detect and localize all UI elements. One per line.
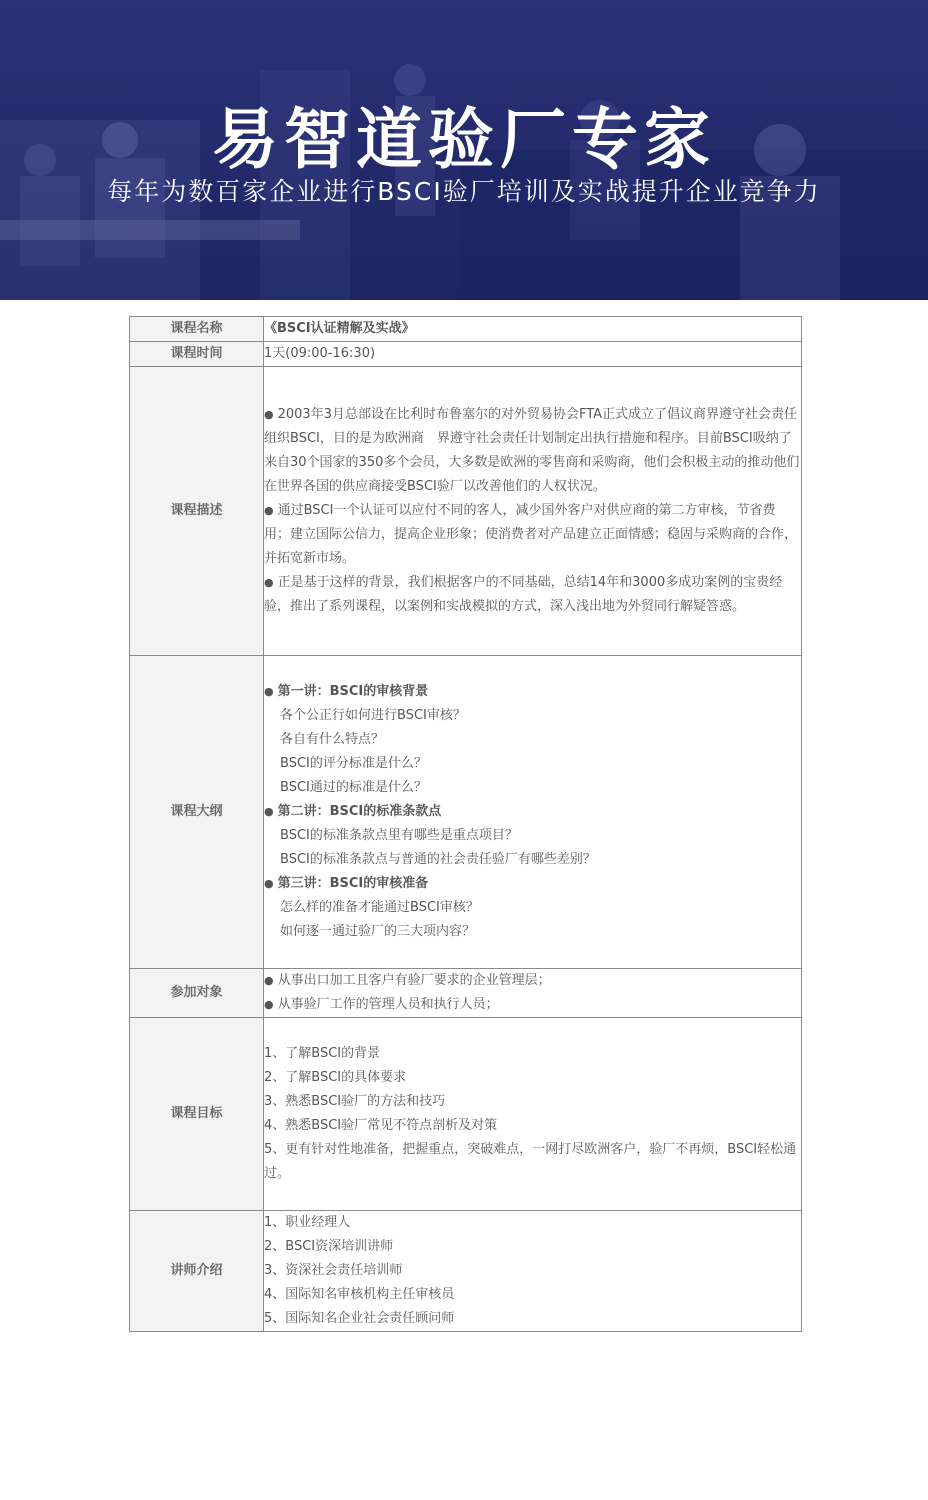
- banner-title: 易智道验厂专家: [212, 101, 716, 178]
- outline-item: BSCI通过的标准是什么？: [280, 780, 427, 795]
- audience-item: ● 从事验厂工作的管理人员和执行人员；: [264, 997, 499, 1012]
- desc-paragraph: ● 正是基于这样的背景，我们根据客户的不同基础，总结14年和3000多成功案例的宝贵经验，推出了系列课程，以案例和实战模拟的方式，深入浅出地为外贸同行解疑答惑。: [264, 575, 783, 614]
- lecturer-item: 4、国际知名审核机构主任审核员: [264, 1287, 455, 1302]
- goal-item: 3、熟悉BSCI验厂的方法和技巧: [264, 1094, 446, 1109]
- lecturer-item: 1、职业经理人: [264, 1215, 351, 1230]
- course-name-value: 《BSCI认证精解及实战》: [264, 317, 802, 342]
- outline-heading: ● 第一讲：BSCI的审核背景: [264, 684, 429, 699]
- banner-subtitle: 每年为数百家企业进行BSCI验厂培训及实战提升企业竞争力: [107, 177, 821, 206]
- bullet-icon: ●: [264, 805, 274, 818]
- course-lecturer-label: 讲师介绍: [130, 1211, 264, 1332]
- bullet-icon: ●: [264, 576, 274, 589]
- bullet-icon: ●: [264, 998, 274, 1011]
- table-row: [130, 1018, 802, 1211]
- table-row: [130, 656, 802, 969]
- course-outline-value: [264, 656, 802, 969]
- course-time-label: 课程时间: [130, 342, 264, 367]
- audience-item: ● 从事出口加工且客户有验厂要求的企业管理层；: [264, 973, 551, 988]
- course-desc-value: [264, 367, 813, 656]
- bullet-icon: ●: [264, 408, 274, 421]
- table-row: [130, 342, 802, 367]
- outline-item: 如何逐一通过验厂的三大项内容？: [280, 924, 476, 939]
- outline-heading: ● 第二讲：BSCI的标准条款点: [264, 804, 442, 819]
- course-name-label: 课程名称: [130, 317, 264, 342]
- course-table: [129, 316, 813, 1332]
- course-desc-label: 课程描述: [130, 367, 264, 656]
- lecturer-item: 5、国际知名企业社会责任顾问师: [264, 1311, 455, 1326]
- course-outline-label: 课程大纲: [130, 656, 264, 969]
- outline-item: 怎么样的准备才能通过BSCI审核？: [280, 900, 479, 915]
- hero-banner: [0, 0, 928, 300]
- course-time-value: 1天(09:00-16:30): [264, 342, 802, 367]
- outline-heading: ● 第三讲：BSCI的审核准备: [264, 876, 429, 891]
- course-audience-label: 参加对象: [130, 969, 264, 1018]
- bullet-icon: ●: [264, 685, 274, 698]
- course-lecturer-value: [264, 1211, 802, 1332]
- desc-paragraph: ● 通过BSCI一个认证可以应付不同的客人，减少国外客户对供应商的第二方审核，节省费用；建立国际公信力，提高企业形象；使消费者对产品建立正面情感；稳固与采购商的合作，并拓宽新市场。: [264, 503, 798, 566]
- bullet-icon: ●: [264, 877, 274, 890]
- outline-item: BSCI的标准条款点与普通的社会责任验厂有哪些差别？: [280, 852, 596, 867]
- course-audience-value: [264, 969, 802, 1018]
- goal-item: 5、更有针对性地准备，把握重点，突破难点，一网打尽欧洲客户，验厂不再烦，BSCI轻松通过。: [264, 1142, 797, 1181]
- goal-item: 1、了解BSCI的背景: [264, 1046, 381, 1061]
- table-row: [130, 367, 802, 656]
- table-row: [130, 969, 802, 1018]
- table-row: [130, 1211, 802, 1332]
- bullet-icon: ●: [264, 974, 274, 987]
- bullet-icon: ●: [264, 504, 274, 517]
- outline-item: BSCI的评分标准是什么？: [280, 756, 427, 771]
- goal-item: 4、熟悉BSCI验厂常见不符点剖析及对策: [264, 1118, 498, 1133]
- table-row: [130, 317, 802, 342]
- course-goal-label: 课程目标: [130, 1018, 264, 1211]
- outline-item: 各自有什么特点？: [280, 732, 385, 747]
- course-goal-value: [264, 1018, 802, 1211]
- outline-item: BSCI的标准条款点里有哪些是重点项目？: [280, 828, 518, 843]
- goal-item: 2、了解BSCI的具体要求: [264, 1070, 407, 1085]
- outline-item: 各个公正行如何进行BSCI审核？: [280, 708, 466, 723]
- desc-paragraph: ● 2003年3月总部设在比利时布鲁塞尔的对外贸易协会FTA正式成立了倡议商界遵守社会责任组织BSCI，目的是为欧洲商 界遵守社会责任计划制定出执行措施和程序。目前BSCI吸纳了来自30个国家的350多个会员，大多数是欧洲的零售商和采购商，他们会积极主动的推动他们 在世界各国的供应商接受BSCI验厂以改善他们的人权状况。: [264, 407, 813, 494]
- lecturer-item: 3、资深社会责任培训师: [264, 1263, 403, 1278]
- lecturer-item: 2、BSCI资深培训讲师: [264, 1239, 394, 1254]
